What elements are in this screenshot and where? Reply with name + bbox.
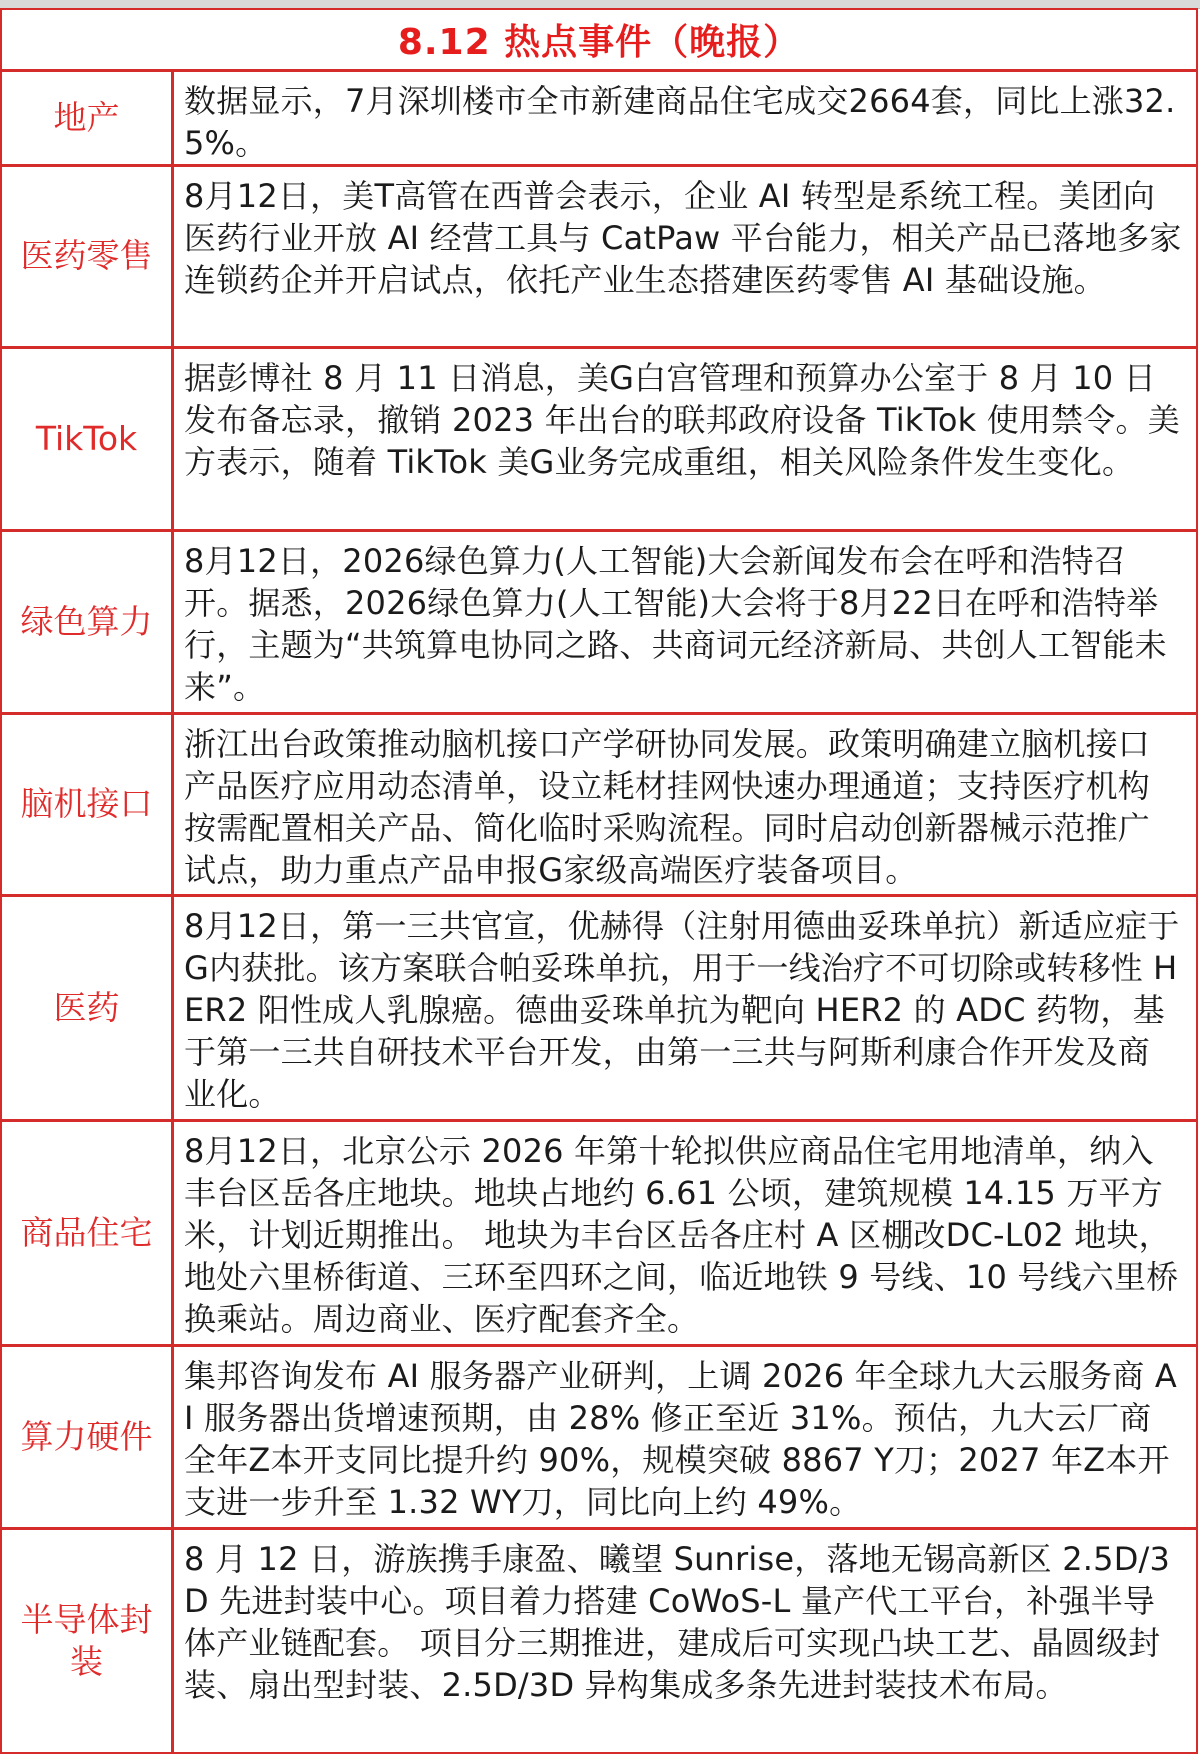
event-category: 医药 bbox=[2, 897, 174, 1119]
event-category: 脑机接口 bbox=[2, 715, 174, 894]
event-content: 8月12日，第一三共官宣，优赫得（注射用德曲妥珠单抗）新适应症于G内获批。该方案联合帕妥珠单抗，用于一线治疗不可切除或转移性 HER2 阳性成人乳腺癌。德曲妥珠单抗为靶向 HER2 的 ADC 药物，基于第一三共自研技术平台开发，由第一三共与阿斯利康合作开发及商业化。 bbox=[184, 907, 1180, 1113]
event-row-green-computing bbox=[2, 532, 1196, 715]
event-content: 据彭博社 8 月 11 日消息，美G白宫管理和预算办公室于 8 月 10 日发布备忘录，撤销 2023 年出台的联邦政府设备 TikTok 使用禁令。美方表示，随着 TikTok 美G业务完成重组，相关风险条件发生变化。 bbox=[184, 359, 1180, 481]
event-category: 算力硬件 bbox=[2, 1347, 174, 1527]
event-row-brain-computer bbox=[2, 715, 1196, 897]
event-category: 半导体封装 bbox=[2, 1530, 174, 1752]
event-row-residential bbox=[2, 1122, 1196, 1347]
event-row-pharma bbox=[2, 897, 1196, 1122]
event-category: 绿色算力 bbox=[2, 532, 174, 712]
title-row bbox=[2, 10, 1196, 72]
event-category: 地产 bbox=[2, 72, 174, 164]
event-category: TikTok bbox=[2, 349, 174, 529]
event-content: 浙江出台政策推动脑机接口产学研协同发展。政策明确建立脑机接口产品医疗应用动态清单，设立耗材挂网快速办理通道；支持医疗机构按需配置相关产品、简化临时采购流程。同时启动创新器械示范推广试点，助力重点产品申报G家级高端医疗装备项目。 bbox=[184, 725, 1151, 889]
event-content: 8 月 12 日，游族携手康盈、曦望 Sunrise，落地无锡高新区 2.5D/3D 先进封装中心。项目着力搭建 CoWoS-L 量产代工平台，补强半导体产业链配套。 项目分三期推进，建成后可实现凸块工艺、晶圆级封装、扇出型封装、2.5D/3D 异构集成多条先进封装技术布局。 bbox=[184, 1540, 1171, 1704]
event-content: 8月12日，北京公示 2026 年第十轮拟供应商品住宅用地清单，纳入丰台区岳各庄地块。地块占地约 6.61 公顷，建筑规模 14.15 万平方米，计划近期推出。 地块为丰台区岳各庄村 A 区棚改DC-L02 地块，地处六里桥街道、三环至四环之间，临近地铁 9 号线、10 号线六里桥换乘站。周边商业、医疗配套齐全。 bbox=[184, 1132, 1179, 1338]
event-category: 医药零售 bbox=[2, 167, 174, 346]
event-row-computing-hardware bbox=[2, 1347, 1196, 1530]
event-row-pharmacy-retail bbox=[2, 167, 1196, 349]
event-content: 8月12日，2026绿色算力(人工智能)大会新闻发布会在呼和浩特召开。据悉，2026绿色算力(人工智能)大会将于8月22日在呼和浩特举行，主题为“共筑算电协同之路、共商词元经济新局、共创人工智能未来”。 bbox=[184, 542, 1167, 706]
page-title: 8.12 热点事件（晚报） bbox=[397, 22, 801, 63]
event-row-tiktok bbox=[2, 349, 1196, 532]
events-table bbox=[0, 8, 1198, 1754]
event-row-semiconductor-packaging bbox=[2, 1530, 1196, 1752]
event-content: 集邦咨询发布 AI 服务器产业研判，上调 2026 年全球九大云服务商 AI 服务器出货增速预期，由 28% 修正至近 31%。预估，九大云厂商全年Z本开支同比提升约 90%，规模突破 8867 Y刀；2027 年Z本开支进一步升至 1.32 WY刀，同比向上约 49%。 bbox=[184, 1357, 1177, 1521]
event-category: 商品住宅 bbox=[2, 1122, 174, 1344]
event-content: 数据显示，7月深圳楼市全市新建商品住宅成交2664套，同比上涨32.5%。 bbox=[184, 82, 1176, 162]
event-row-real-estate bbox=[2, 72, 1196, 167]
event-content: 8月12日，美T高管在西普会表示，企业 AI 转型是系统工程。美团向医药行业开放 AI 经营工具与 CatPaw 平台能力，相关产品已落地多家连锁药企并开启试点，依托产业生态搭建医药零售 AI 基础设施。 bbox=[184, 177, 1182, 299]
